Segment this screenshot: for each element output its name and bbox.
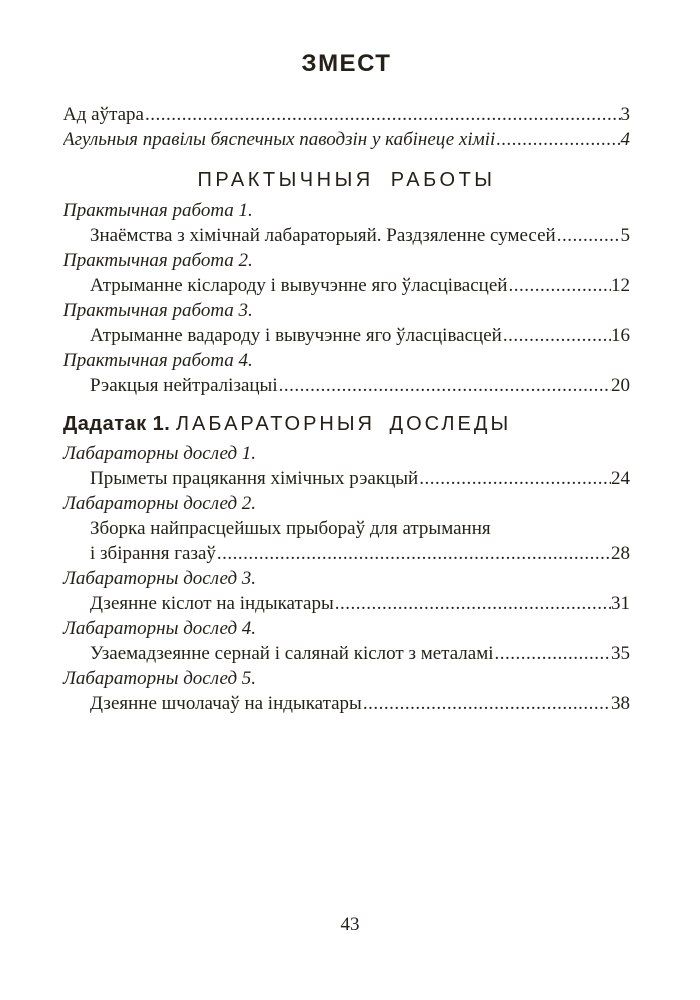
experiment-title: Лабараторны дослед 5. xyxy=(63,668,257,689)
work-title: Практычная работа 2. xyxy=(63,250,253,271)
page-number: 16 xyxy=(611,325,630,346)
work-title: Практычная работа 4. xyxy=(63,350,253,371)
page-number: 20 xyxy=(611,375,630,396)
toc-work-3 xyxy=(63,298,630,348)
section-heading-appendix xyxy=(63,411,630,437)
entry-label: Агульныя правілы бяспечных паводзін у кабінеце хіміі xyxy=(63,129,496,150)
dot-leader xyxy=(145,102,621,127)
toc-experiment-4 xyxy=(63,616,630,666)
toc-experiment-5 xyxy=(63,666,630,716)
entry-label: Рэакцыя нейтралізацыі xyxy=(90,375,278,396)
appendix-number: Дадатак 1. xyxy=(63,413,171,435)
appendix-title: ЛАБАРАТОРНЫЯ ДОСЛЕДЫ xyxy=(175,413,512,435)
dot-leader xyxy=(363,691,611,716)
toc-entry xyxy=(63,591,630,616)
toc-work-2 xyxy=(63,248,630,298)
entry-label: Атрыманне кіслароду і вывучэнне яго ўласцівасцей xyxy=(90,275,508,296)
work-title: Практычная работа 1. xyxy=(63,200,253,221)
entry-label: Знаёмства з хімічнай лабараторыяй. Раздзяленне сумесей xyxy=(90,225,556,246)
page-number: 38 xyxy=(611,693,630,714)
experiment-title: Лабараторны дослед 4. xyxy=(63,618,257,639)
toc-entry xyxy=(63,466,630,491)
page-number: 35 xyxy=(611,643,630,664)
page-number: 12 xyxy=(611,275,630,296)
entry-label: і збірання газаў xyxy=(90,543,216,564)
work-title: Практычная работа 3. xyxy=(63,300,253,321)
page-number: 5 xyxy=(620,225,630,246)
dot-leader xyxy=(419,466,611,491)
entry-label: Прыметы працякання хімічных рэакцый xyxy=(90,468,419,489)
dot-leader xyxy=(279,373,611,398)
toc-entry-line2 xyxy=(63,541,630,566)
entry-label: Атрыманне вадароду і вывучэнне яго ўласцівасцей xyxy=(90,325,502,346)
toc-entry xyxy=(63,691,630,716)
entry-label: Дзеянне шчолачаў на індыкатары xyxy=(90,693,362,714)
toc-experiment-1 xyxy=(63,441,630,491)
toc-experiment-3 xyxy=(63,566,630,616)
dot-leader xyxy=(503,323,611,348)
entry-label: Дзеянне кіслот на індыкатары xyxy=(90,593,334,614)
folio-page-number: 43 xyxy=(340,914,360,935)
toc-entry-line1 xyxy=(63,516,630,541)
experiment-title: Лабараторны дослед 2. xyxy=(63,493,257,514)
toc-entry xyxy=(63,223,630,248)
dot-leader xyxy=(508,273,611,298)
toc-work-4 xyxy=(63,348,630,398)
entry-label: Узаемадзеянне сернай і салянай кіслот з металамі xyxy=(90,643,494,664)
toc-entry xyxy=(63,373,630,398)
entry-label: Ад аўтара xyxy=(63,104,144,125)
entry-label: Зборка найпрасцейшых прыбораў для атрымання xyxy=(90,518,491,539)
toc-entry-safety-rules xyxy=(63,127,630,152)
dot-leader xyxy=(496,127,620,152)
section-heading-practical: ПРАКТЫЧНЫЯ РАБОТЫ xyxy=(197,169,496,191)
toc-work-1 xyxy=(63,198,630,248)
page-number: 3 xyxy=(620,104,630,125)
toc-entry xyxy=(63,323,630,348)
dot-leader xyxy=(495,641,611,666)
dot-leader xyxy=(557,223,621,248)
toc-entry xyxy=(63,641,630,666)
page-title: ЗМЕСТ xyxy=(301,50,392,77)
toc-experiment-2 xyxy=(63,491,630,566)
experiment-title: Лабараторны дослед 3. xyxy=(63,568,257,589)
dot-leader xyxy=(335,591,611,616)
experiment-title: Лабараторны дослед 1. xyxy=(63,443,257,464)
page-number: 31 xyxy=(611,593,630,614)
toc-entry xyxy=(63,273,630,298)
toc-entry-author xyxy=(63,102,630,127)
page-number: 4 xyxy=(620,129,630,150)
dot-leader xyxy=(217,541,611,566)
page-number: 28 xyxy=(611,543,630,564)
page-number: 24 xyxy=(611,468,630,489)
